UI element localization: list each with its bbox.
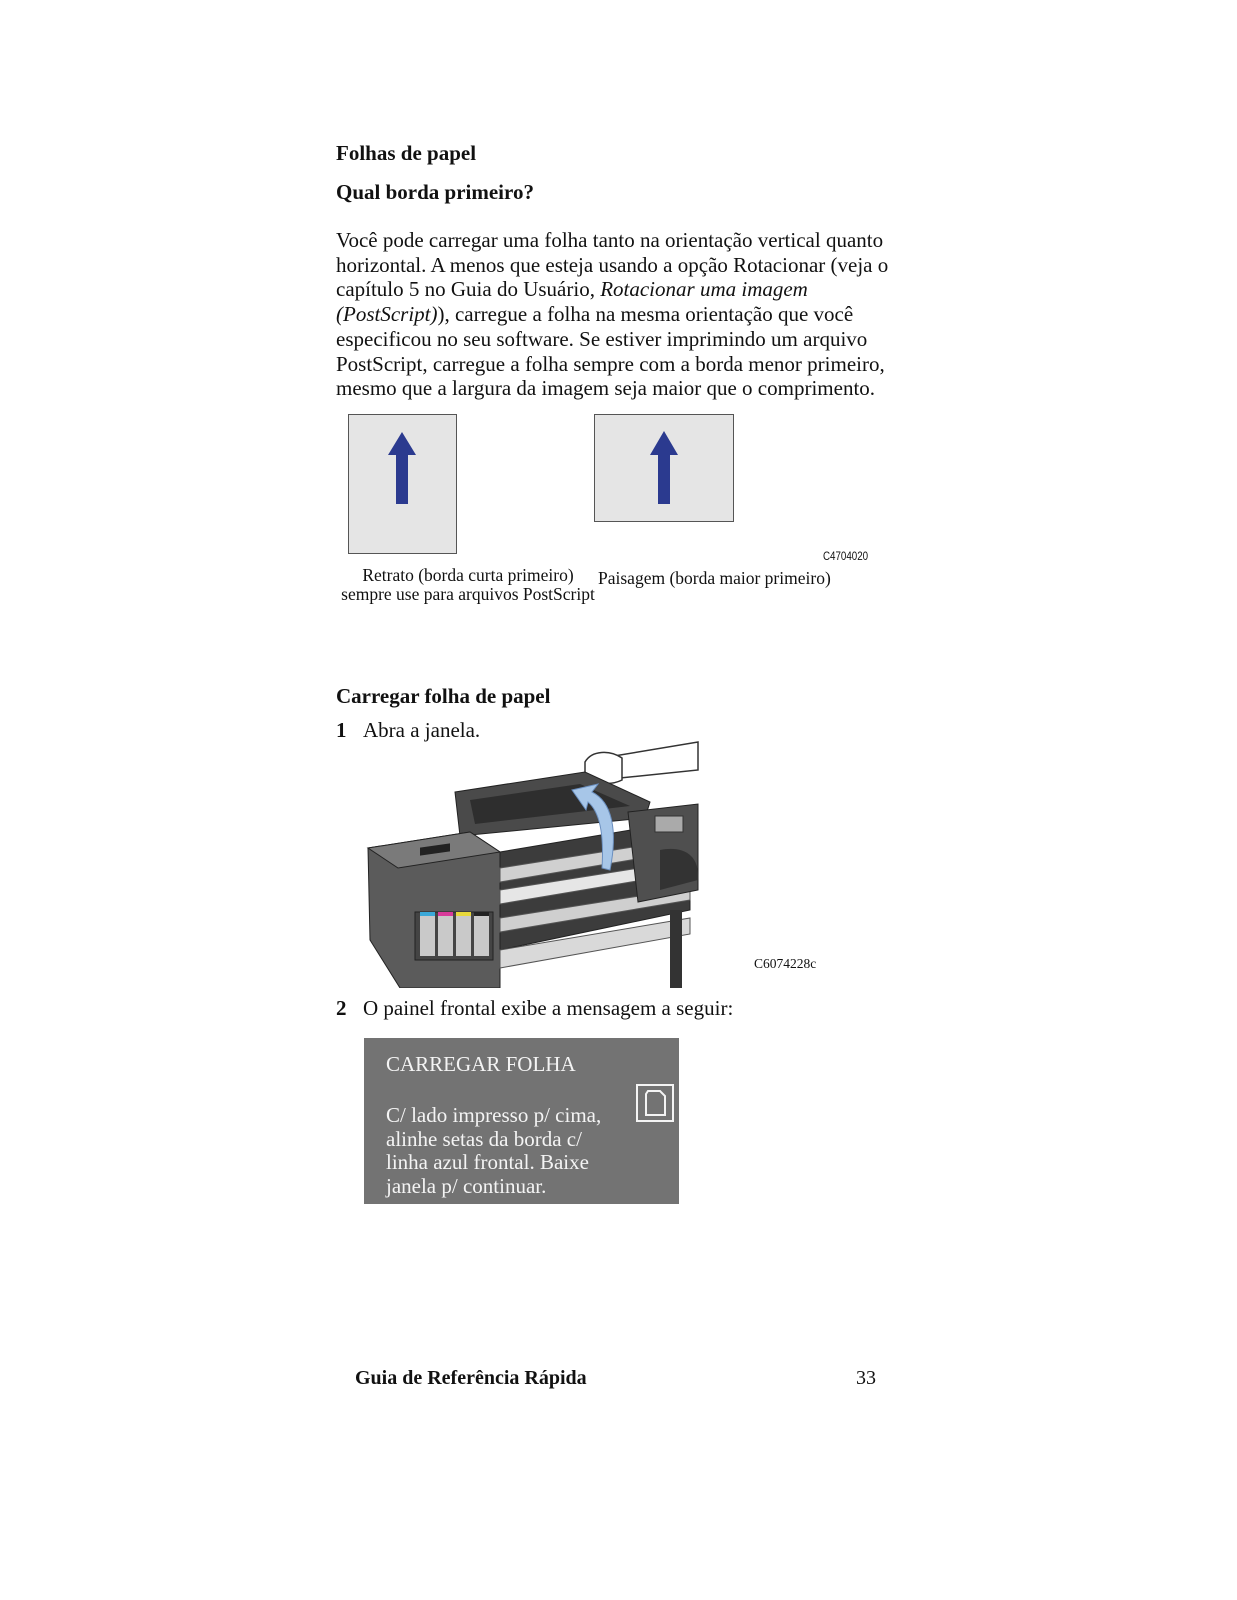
intro-paragraph xyxy=(336,228,896,401)
page-number: 33 xyxy=(856,1367,876,1389)
panel-line: linha azul frontal. Baixe xyxy=(386,1150,589,1174)
printer-code: C6074228c xyxy=(754,956,817,971)
step-number: 2 xyxy=(336,996,347,1020)
landscape-sheet xyxy=(594,414,734,522)
up-arrow-icon xyxy=(595,415,733,521)
landscape-caption: Paisagem (borda maior primeiro) xyxy=(598,568,831,588)
printer-illustration xyxy=(360,740,700,988)
panel-message xyxy=(386,1104,601,1198)
portrait-caption xyxy=(338,566,598,604)
portrait-caption-line2: sempre use para arquivos PostScript xyxy=(341,584,595,604)
step-text: Abra a janela. xyxy=(363,718,481,742)
intro-text-2: ), carregue a folha na mesma orientação que você especificou no seu software. Se estiver imprimindo um arquivo PostScript, carregue a folha sempre com a borda menor primeiro, mesmo que a largura da imagem seja maior que o comprimento. xyxy=(336,302,885,401)
section-subtitle: Qual borda primeiro? xyxy=(336,180,534,204)
panel-line: janela p/ continuar. xyxy=(386,1173,547,1198)
portrait-sheet xyxy=(348,414,457,554)
step-text: O painel frontal exibe a mensagem a seguir: xyxy=(363,996,734,1020)
panel-title: CARREGAR FOLHA xyxy=(386,1052,576,1076)
step-number: 1 xyxy=(336,718,347,742)
load-title: Carregar folha de papel xyxy=(336,684,551,708)
footer-title: Guia de Referência Rápida xyxy=(355,1367,587,1389)
sheet-icon xyxy=(636,1084,674,1122)
figure-code: C4704020 xyxy=(823,551,869,563)
up-arrow-icon xyxy=(349,415,456,553)
panel-line: alinhe setas da borda c/ xyxy=(386,1126,582,1151)
portrait-caption-line1: Retrato (borda curta primeiro) xyxy=(362,565,574,585)
intro-italic-ref: Rotacionar uma imagem (PostScript) xyxy=(336,277,808,327)
section-title: Folhas de papel xyxy=(336,141,477,165)
intro-text-1: Você pode carregar uma folha tanto na orientação vertical quanto horizontal. A menos que esteja usando a opção Rotacionar (veja o capítulo 5 no Guia do Usuário, xyxy=(336,228,889,302)
panel-line: C/ lado impresso p/ cima, xyxy=(386,1103,602,1127)
front-panel-display xyxy=(364,1038,679,1204)
